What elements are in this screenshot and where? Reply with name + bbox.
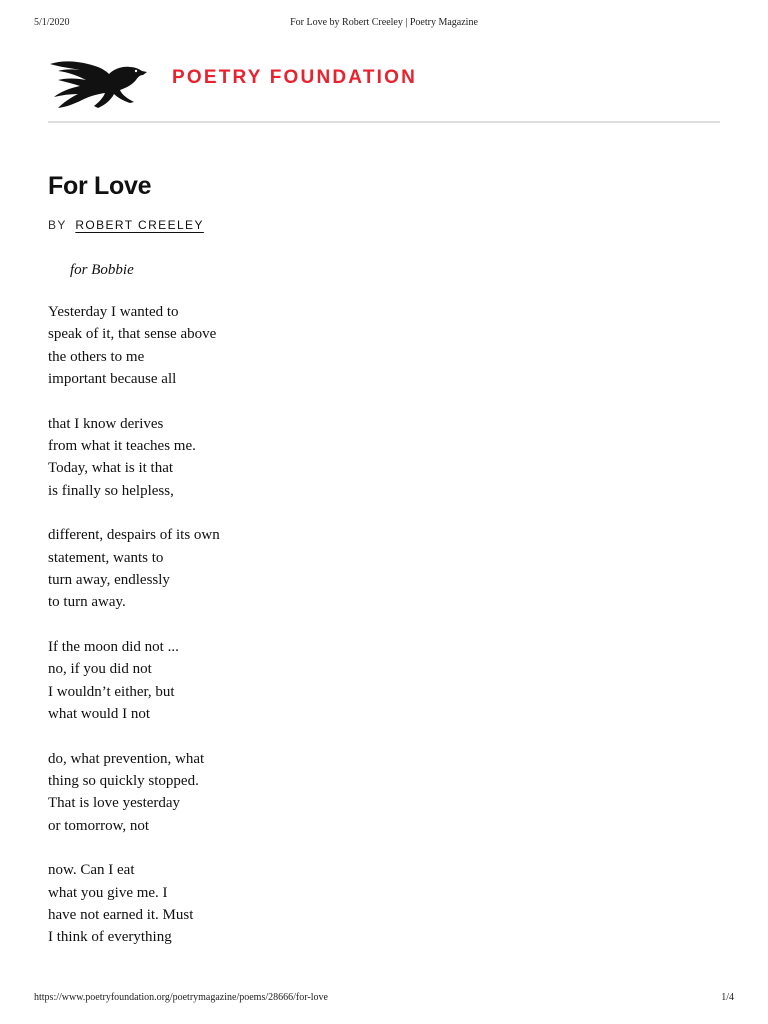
poem-line: have not earned it. Must bbox=[48, 906, 194, 923]
poem-line: That is love yesterday bbox=[48, 795, 181, 812]
print-header bbox=[0, 17, 768, 31]
poem-line: different, despairs of its own bbox=[48, 527, 220, 544]
stanza bbox=[48, 413, 448, 503]
poem-line: Yesterday I wanted to bbox=[48, 304, 179, 320]
print-date: 5/1/2020 bbox=[34, 17, 70, 28]
page-number: 1/4 bbox=[721, 992, 734, 1003]
poem-line: or tomorrow, not bbox=[48, 817, 150, 834]
poem-line: I think of everything bbox=[48, 929, 172, 946]
stanza bbox=[48, 859, 448, 949]
pegasus-bird-icon[interactable] bbox=[48, 50, 148, 112]
poem-line: statement, wants to bbox=[48, 549, 164, 566]
poem-line: Today, what is it that bbox=[48, 460, 174, 477]
print-url: https://www.poetryfoundation.org/poetrymagazine/poems/28666/for-love bbox=[34, 992, 328, 1003]
header-divider bbox=[48, 121, 720, 123]
by-label: BY bbox=[48, 218, 67, 232]
poem-line: what would I not bbox=[48, 706, 151, 723]
poem-line: what you give me. I bbox=[48, 884, 168, 901]
poem-line: to turn away. bbox=[48, 594, 126, 611]
stanza bbox=[48, 636, 448, 726]
print-footer bbox=[0, 992, 768, 1006]
poem-dedication: for Bobbie bbox=[70, 262, 134, 278]
poem-line: from what it teaches me. bbox=[48, 438, 196, 455]
stanza bbox=[48, 301, 448, 391]
author-link[interactable]: ROBERT CREELEY bbox=[75, 218, 204, 232]
poem-line: I wouldn’t either, but bbox=[48, 683, 175, 700]
poem-line: is finally so helpless, bbox=[48, 482, 174, 499]
poem-line: If the moon did not ... bbox=[48, 638, 179, 655]
poem-body bbox=[48, 301, 448, 971]
poem-line: speak of it, that sense above bbox=[48, 326, 217, 343]
poem-line: no, if you did not bbox=[48, 661, 152, 678]
poem-line: thing so quickly stopped. bbox=[48, 772, 199, 789]
poem-line: that I know derives bbox=[48, 415, 164, 432]
stanza bbox=[48, 524, 448, 614]
stanza bbox=[48, 748, 448, 838]
poem-line: the others to me bbox=[48, 348, 145, 365]
byline bbox=[48, 218, 204, 232]
site-header bbox=[48, 46, 720, 122]
poem-line: now. Can I eat bbox=[48, 862, 135, 879]
print-document-title: For Love by Robert Creeley | Poetry Magazine bbox=[290, 17, 478, 28]
poem-line: do, what prevention, what bbox=[48, 750, 205, 767]
poem-line: important because all bbox=[48, 371, 177, 388]
poem-title: For Love bbox=[48, 172, 152, 200]
brand-wordmark[interactable]: POETRY FOUNDATION bbox=[172, 67, 417, 88]
poem-line: turn away, endlessly bbox=[48, 572, 170, 589]
